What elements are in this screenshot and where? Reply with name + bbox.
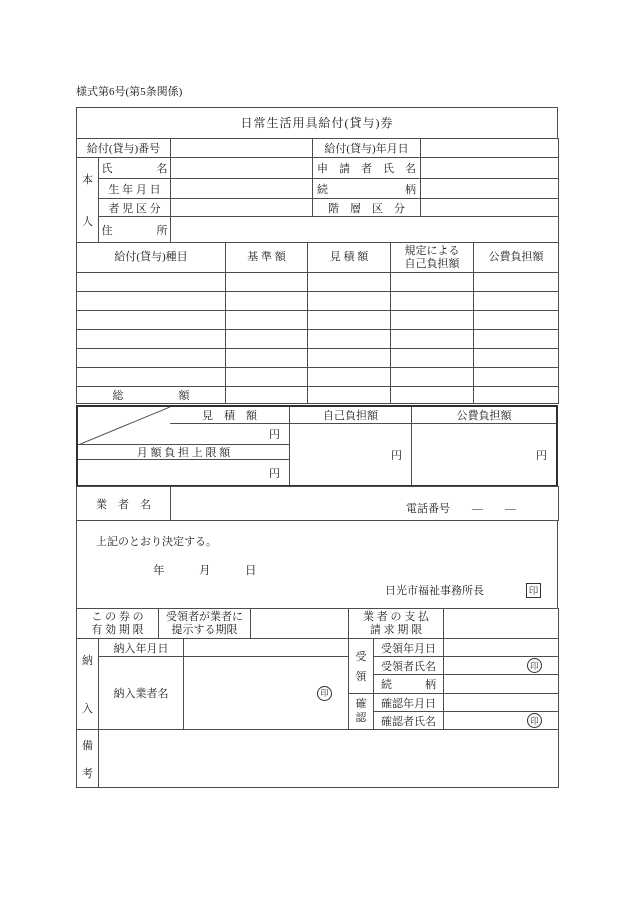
delivery-date-label: 納入年月日 (99, 639, 184, 657)
receipt-name-value (444, 657, 559, 675)
person-vertical-label: 本 人 (77, 158, 99, 243)
estimate-amount-header: 見 積 額 (308, 243, 391, 273)
remarks-vertical-label: 備 考 (77, 730, 99, 788)
estimate-yen: 円 (170, 424, 289, 445)
public-expense-header: 公費負担額 (474, 243, 559, 273)
receipt-relation-value (444, 675, 559, 694)
items-empty-cell (391, 330, 474, 349)
total-public (474, 387, 559, 404)
items-empty-cell (474, 330, 559, 349)
grant-number-value (171, 139, 313, 158)
confirm-date-label: 確認年月日 (374, 694, 444, 712)
name-label: 氏 名 (99, 158, 171, 179)
items-empty-cell (77, 273, 226, 292)
items-empty-cell (391, 273, 474, 292)
applicant-name-value (421, 158, 559, 179)
confirm-vertical-label: 確 認 (349, 694, 374, 730)
items-empty-cell (308, 292, 391, 311)
grant-number-row (76, 138, 559, 158)
items-empty-cell (77, 311, 226, 330)
items-empty-cell (77, 330, 226, 349)
total-standard (226, 387, 308, 404)
grant-date-value (421, 139, 559, 158)
items-empty-cell (391, 292, 474, 311)
tier-label: 階 層 区 分 (313, 199, 421, 217)
payment-request-label: 業 者 の 支 払 請 求 期 限 (349, 609, 444, 639)
tier-value (421, 199, 559, 217)
receipt-name-label: 受領者氏名 (374, 657, 444, 675)
monthly-limit-label: 月 額 負 担 上 限 額 (78, 445, 289, 460)
items-empty-cell (474, 311, 559, 330)
items-empty-cell (226, 292, 308, 311)
items-empty-cell (308, 273, 391, 292)
applicant-name-label: 申 請 者 氏 名 (313, 158, 421, 179)
voucher-form (76, 107, 558, 788)
items-empty-cell (391, 311, 474, 330)
total-estimate (308, 387, 391, 404)
present-deadline-value (251, 609, 349, 639)
diagonal-cell (78, 407, 170, 445)
items-empty-cell (226, 273, 308, 292)
present-deadline-label: 受領者が業者に 提示する期限 (159, 609, 251, 639)
diagonal-line (78, 407, 170, 445)
items-empty-cell (77, 368, 226, 387)
delivery-vendor-seal: 印 (317, 686, 332, 701)
remarks-value (99, 730, 559, 788)
delivery-vertical-label: 納 入 (77, 639, 99, 730)
form-number-note: 様式第6号(第5条関係) (76, 86, 183, 98)
decision-date: 年 月 日 (153, 565, 257, 577)
items-empty-cell (474, 349, 559, 368)
name-value (171, 158, 313, 179)
birthdate-value (171, 179, 313, 199)
vendor-row (76, 486, 559, 521)
delivery-section (76, 638, 559, 730)
director-title: 日光市福祉事務所長 (385, 585, 484, 597)
decision-section (76, 520, 558, 609)
relation-label: 続 柄 (313, 179, 421, 199)
items-empty-cell (308, 311, 391, 330)
director-seal-box: 印 (526, 583, 541, 598)
receipt-name-seal: 印 (527, 658, 542, 673)
items-empty-cell (77, 292, 226, 311)
decision-text: 上記のとおり決定する。 (96, 536, 217, 548)
remarks-section (76, 729, 559, 788)
self-pay-box-yen: 円 (289, 424, 411, 485)
self-pay-box-header: 自己負担額 (289, 407, 411, 424)
delivery-vendor-value (184, 657, 349, 730)
payment-request-value (444, 609, 559, 639)
items-empty-rows (77, 273, 559, 387)
birthdate-label: 生 年 月 日 (99, 179, 171, 199)
items-empty-cell (474, 273, 559, 292)
items-empty-cell (391, 349, 474, 368)
items-empty-cell (474, 292, 559, 311)
validity-row (76, 608, 559, 639)
items-table (76, 242, 559, 404)
items-empty-cell (308, 368, 391, 387)
items-empty-cell (226, 311, 308, 330)
items-empty-cell (226, 330, 308, 349)
vendor-name-label: 業 者 名 (77, 487, 171, 521)
vendor-phone: 電話番号 ― ― (171, 487, 559, 521)
items-empty-cell (391, 368, 474, 387)
items-empty-cell (474, 368, 559, 387)
monthly-limit-yen: 円 (269, 467, 280, 480)
total-self-pay (391, 387, 474, 404)
address-value (171, 217, 559, 243)
total-label: 総 額 (77, 387, 226, 404)
adult-child-value (171, 199, 313, 217)
address-label: 住 所 (99, 217, 171, 243)
confirm-name-seal: 印 (527, 713, 542, 728)
estimate-header: 見 積 額 (170, 407, 289, 424)
confirm-name-value (444, 712, 559, 730)
standard-amount-header: 基 準 額 (226, 243, 308, 273)
item-type-header: 給付(貸与)種目 (77, 243, 226, 273)
confirm-date-value (444, 694, 559, 712)
items-empty-cell (77, 349, 226, 368)
items-empty-cell (226, 349, 308, 368)
self-pay-header: 規定による 自己負担額 (391, 243, 474, 273)
receipt-relation-label: 続 柄 (374, 675, 444, 694)
person-section (76, 157, 559, 243)
monthly-limit-box (76, 405, 558, 487)
receipt-date-label: 受領年月日 (374, 639, 444, 657)
public-expense-box-yen: 円 (411, 424, 556, 485)
relation-value (421, 179, 559, 199)
grant-date-label: 給付(貸与)年月日 (313, 139, 421, 158)
items-empty-cell (308, 349, 391, 368)
public-expense-box-header: 公費負担額 (411, 407, 556, 424)
grant-number-label: 給付(貸与)番号 (77, 139, 171, 158)
receipt-vertical-label: 受 領 (349, 639, 374, 694)
voucher-validity-label: こ の 券 の 有 効 期 限 (77, 609, 159, 639)
adult-child-label: 者 児 区 分 (99, 199, 171, 217)
receipt-date-value (444, 639, 559, 657)
items-empty-cell (226, 368, 308, 387)
delivery-vendor-label: 納入業者名 (99, 657, 184, 730)
director-signature (385, 582, 541, 598)
form-title: 日常生活用具給付(貸与)券 (76, 107, 558, 139)
confirm-name-label: 確認者氏名 (374, 712, 444, 730)
delivery-date-value (184, 639, 349, 657)
items-empty-cell (308, 330, 391, 349)
